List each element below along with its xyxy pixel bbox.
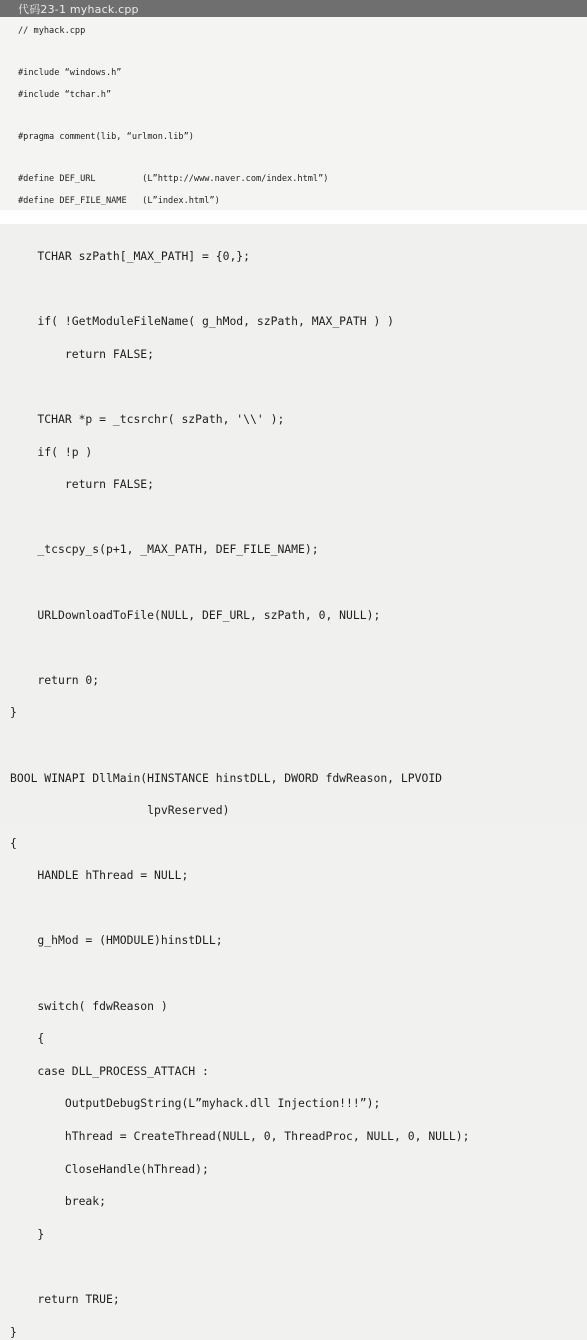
code-line: TCHAR *p = _tcsrchr( szPath, '\\' ); — [10, 411, 285, 426]
code-line: URLDownloadToFile(NULL, DEF_URL, szPath, 0, NULL); — [10, 607, 381, 622]
code-line — [10, 509, 469, 525]
code-line: if( !GetModuleFileName( g_hMod, szPath, MAX_PATH ) ) — [10, 314, 395, 329]
code-line: return FALSE; — [10, 346, 155, 361]
code-line: } — [10, 705, 17, 720]
code-line: OutputDebugString(L”myhack.dll Injection!!!”); — [10, 1096, 381, 1111]
code-line: #define DEF_URL (L”http://www.naver.com/index.html”) — [18, 174, 329, 185]
code-line: switch( fdwReason ) — [10, 998, 168, 1013]
code-line: } — [10, 1226, 45, 1241]
code-line — [18, 153, 328, 164]
code-line: { — [10, 835, 17, 850]
bottom-code-block — [10, 248, 469, 1340]
code-line: // myhack.cpp — [18, 26, 86, 36]
code-line: g_hMod = (HMODULE)hinstDLL; — [10, 933, 223, 948]
code-line: if( !p ) — [10, 444, 93, 459]
code-line — [10, 1258, 469, 1274]
top-page-scan — [0, 0, 587, 210]
code-line: return 0; — [10, 672, 100, 687]
code-line: #define DEF_FILE_NAME (L”index.html”) — [18, 195, 220, 206]
code-line: break; — [10, 1194, 107, 1209]
code-line: return TRUE; — [10, 1292, 120, 1306]
code-caption: 代码23-1 myhack.cpp — [18, 3, 139, 16]
code-line: CloseHandle(hThread); — [10, 1161, 209, 1176]
code-line: #include “tchar.h” — [18, 89, 112, 100]
code-line — [10, 574, 469, 590]
code-line: case DLL_PROCESS_ATTACH : — [10, 1063, 209, 1078]
code-line: HANDLE hThread = NULL; — [10, 868, 189, 883]
code-line: TCHAR szPath[_MAX_PATH] = {0,}; — [10, 249, 251, 263]
page-gap — [0, 210, 587, 224]
code-line: #pragma comment(lib, “urlmon.lib”) — [18, 131, 194, 142]
code-line — [10, 639, 469, 655]
code-line — [10, 281, 469, 297]
code-line — [10, 737, 469, 753]
code-line — [18, 111, 328, 122]
code-line: lpvReserved) — [10, 803, 230, 818]
code-line: return FALSE; — [10, 477, 155, 492]
bottom-page-scan — [0, 224, 587, 1339]
code-caption-bar — [0, 0, 587, 17]
code-line: } — [10, 1324, 17, 1339]
code-line: hThread = CreateThread(NULL, 0, ThreadProc, NULL, 0, NULL); — [10, 1129, 470, 1144]
code-line — [10, 378, 469, 394]
code-line: { — [10, 1031, 45, 1046]
code-line — [10, 965, 469, 981]
code-line — [18, 47, 328, 58]
code-line — [10, 900, 469, 916]
code-line: BOOL WINAPI DllMain(HINSTANCE hinstDLL, DWORD fdwReason, LPVOID — [10, 770, 443, 785]
code-line: _tcscpy_s(p+1, _MAX_PATH, DEF_FILE_NAME); — [10, 542, 319, 557]
code-line: #include “windows.h” — [18, 68, 122, 79]
